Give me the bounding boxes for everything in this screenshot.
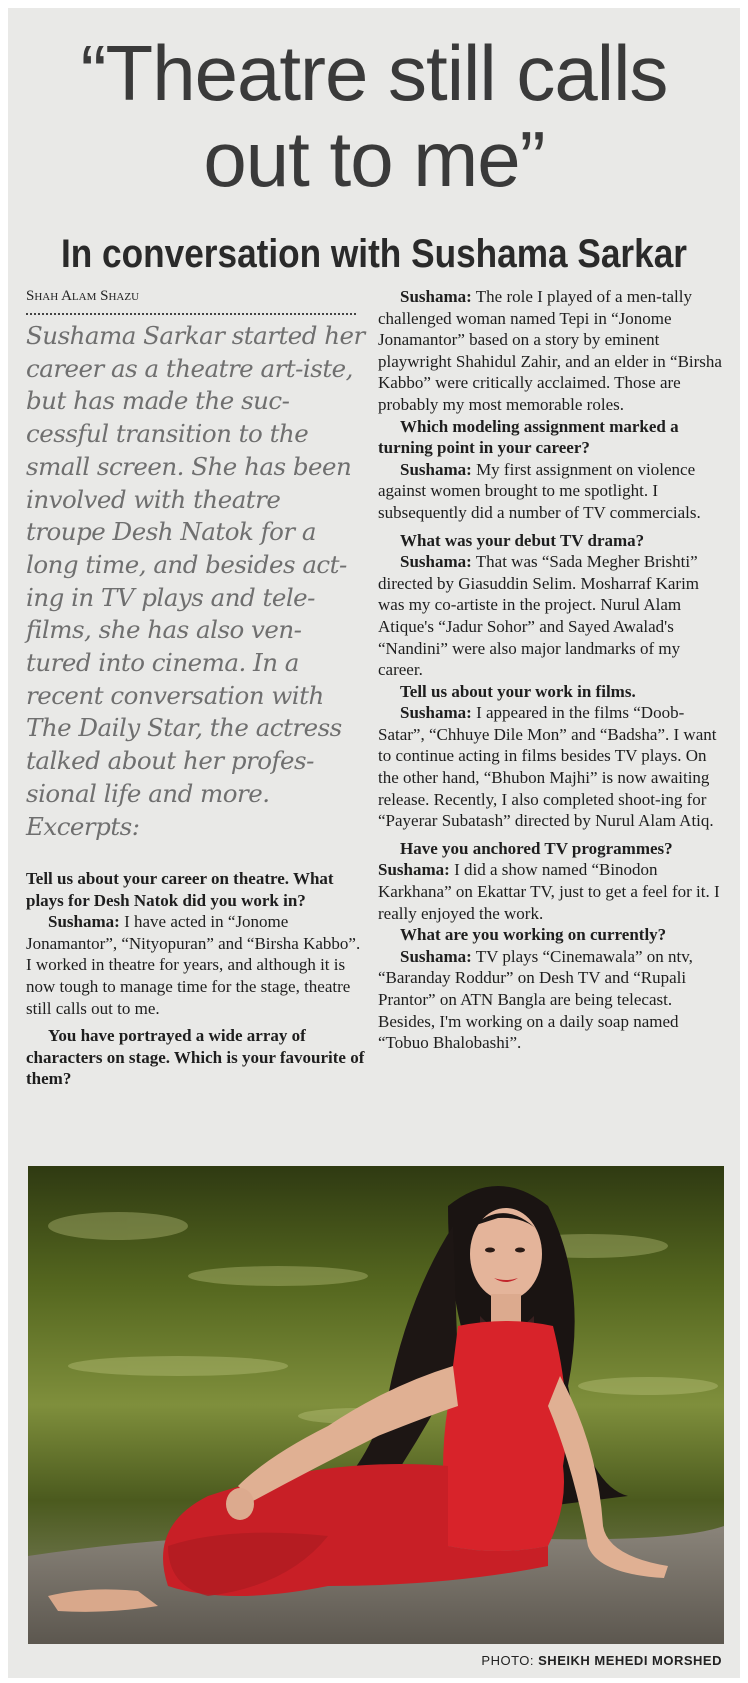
- article-column-right: [378, 286, 725, 1054]
- speaker-label: Sushama:: [400, 946, 472, 966]
- portrait-illustration: [28, 1166, 724, 1644]
- intro-paragraph: Sushama Sarkar started her career as a theatre art-iste, but has made the suc-cessful transition to the small screen. She has been involved with theatre troupe Desh Natok for a long time, and besides act-ing in TV plays and tele-films, she has also ven-tured into cinema. In a recent conversation with The Daily Star, the actress talked about her profes-sional life and more. Excerpts:: [26, 321, 365, 841]
- speaker-label: Sushama:: [400, 287, 472, 306]
- answer-5: Sushama: I appeared in the films “Doob-Satar”, “Chhuye Dile Mon” and “Badsha”. I want to continue acting in films besides TV plays. On the other hand, “Bhubon Majhi” is now awaiting release. Recently, I also completed shoot-ing for “Payerar Subatash” directed by Nurul Alam Atiq.: [378, 703, 717, 831]
- headline: [8, 30, 740, 202]
- question-7: What are you working on currently?: [400, 925, 667, 945]
- article-page: [8, 8, 740, 1678]
- question-5: Tell us about your work in films.: [400, 681, 636, 701]
- question-1: Tell us about your career on theatre. What plays for Desh Natok did you work in?: [26, 869, 334, 910]
- headline-line-1: “Theatre still calls: [80, 29, 668, 117]
- portrait-photo: [28, 1166, 724, 1644]
- article-column-left: [26, 868, 366, 1090]
- speaker-label: Sushama:: [400, 459, 472, 479]
- photo-credit: [481, 1653, 722, 1668]
- question-6: Have you anchored TV programmes?: [400, 838, 673, 858]
- speaker-label: Sushama:: [48, 912, 120, 932]
- subheadline: In conversation with Sushama Sarkar: [60, 232, 687, 276]
- speaker-label: Sushama:: [400, 703, 472, 723]
- speaker-label: Sushama:: [400, 552, 472, 572]
- photo-credit-label: PHOTO:: [481, 1653, 535, 1668]
- headline-line-2: out to me”: [203, 115, 545, 203]
- byline-divider: [26, 313, 356, 315]
- answer-1: Sushama: I have acted in “Jonome Jonamantor”, “Nityopuran” and “Birsha Kabbo”. I worked in theatre for years, and although it is now tough to manage time for the stage, theatre still calls out to me.: [26, 912, 361, 1018]
- answer-7: Sushama: TV plays “Cinemawala” on ntv, “Baranday Roddur” on Desh TV and “Rupali Prantor” on ATN Bangla are being telecast. Besides, I'm working on a daily soap named “Tobuo Bhalobashi”.: [378, 946, 693, 1053]
- photo-credit-name: SHEIKH MEHEDI MORSHED: [538, 1653, 722, 1668]
- answer-4: Sushama: That was “Sada Megher Brishti” directed by Giasuddin Selim. Mosharraf Karim was my co-artiste in the project. Nurul Alam Atique's “Jadur Sohor” and Sayed Awalad's “Nandini” were also major landmarks of my career.: [378, 552, 700, 680]
- question-3: Which modeling assignment marked a turning point in your career?: [378, 416, 679, 458]
- answer-3: Sushama: My first assignment on violence against women brought to me spotlight. I subsequently did a number of TV commercials.: [378, 459, 701, 522]
- question-2: You have portrayed a wide array of characters on stage. Which is your favourite of them?: [26, 1026, 365, 1089]
- answer-6: Sushama: I did a show named “Binodon Karkhana” on Ekattar TV, just to get a feel for it. I really enjoyed the work.: [378, 860, 720, 923]
- answer-2: Sushama: The role I played of a men-tally challenged woman named Tepi in “Jonome Jonamantor” based on a story by eminent playwright Shahidul Zahir, and an elder in “Birsha Kabbo” were critically acclaimed. Those are probably my most memorable roles.: [378, 287, 722, 414]
- question-4: What was your debut TV drama?: [400, 530, 645, 550]
- byline: Shah Alam Shazu: [26, 288, 140, 304]
- speaker-label: Sushama:: [378, 860, 450, 880]
